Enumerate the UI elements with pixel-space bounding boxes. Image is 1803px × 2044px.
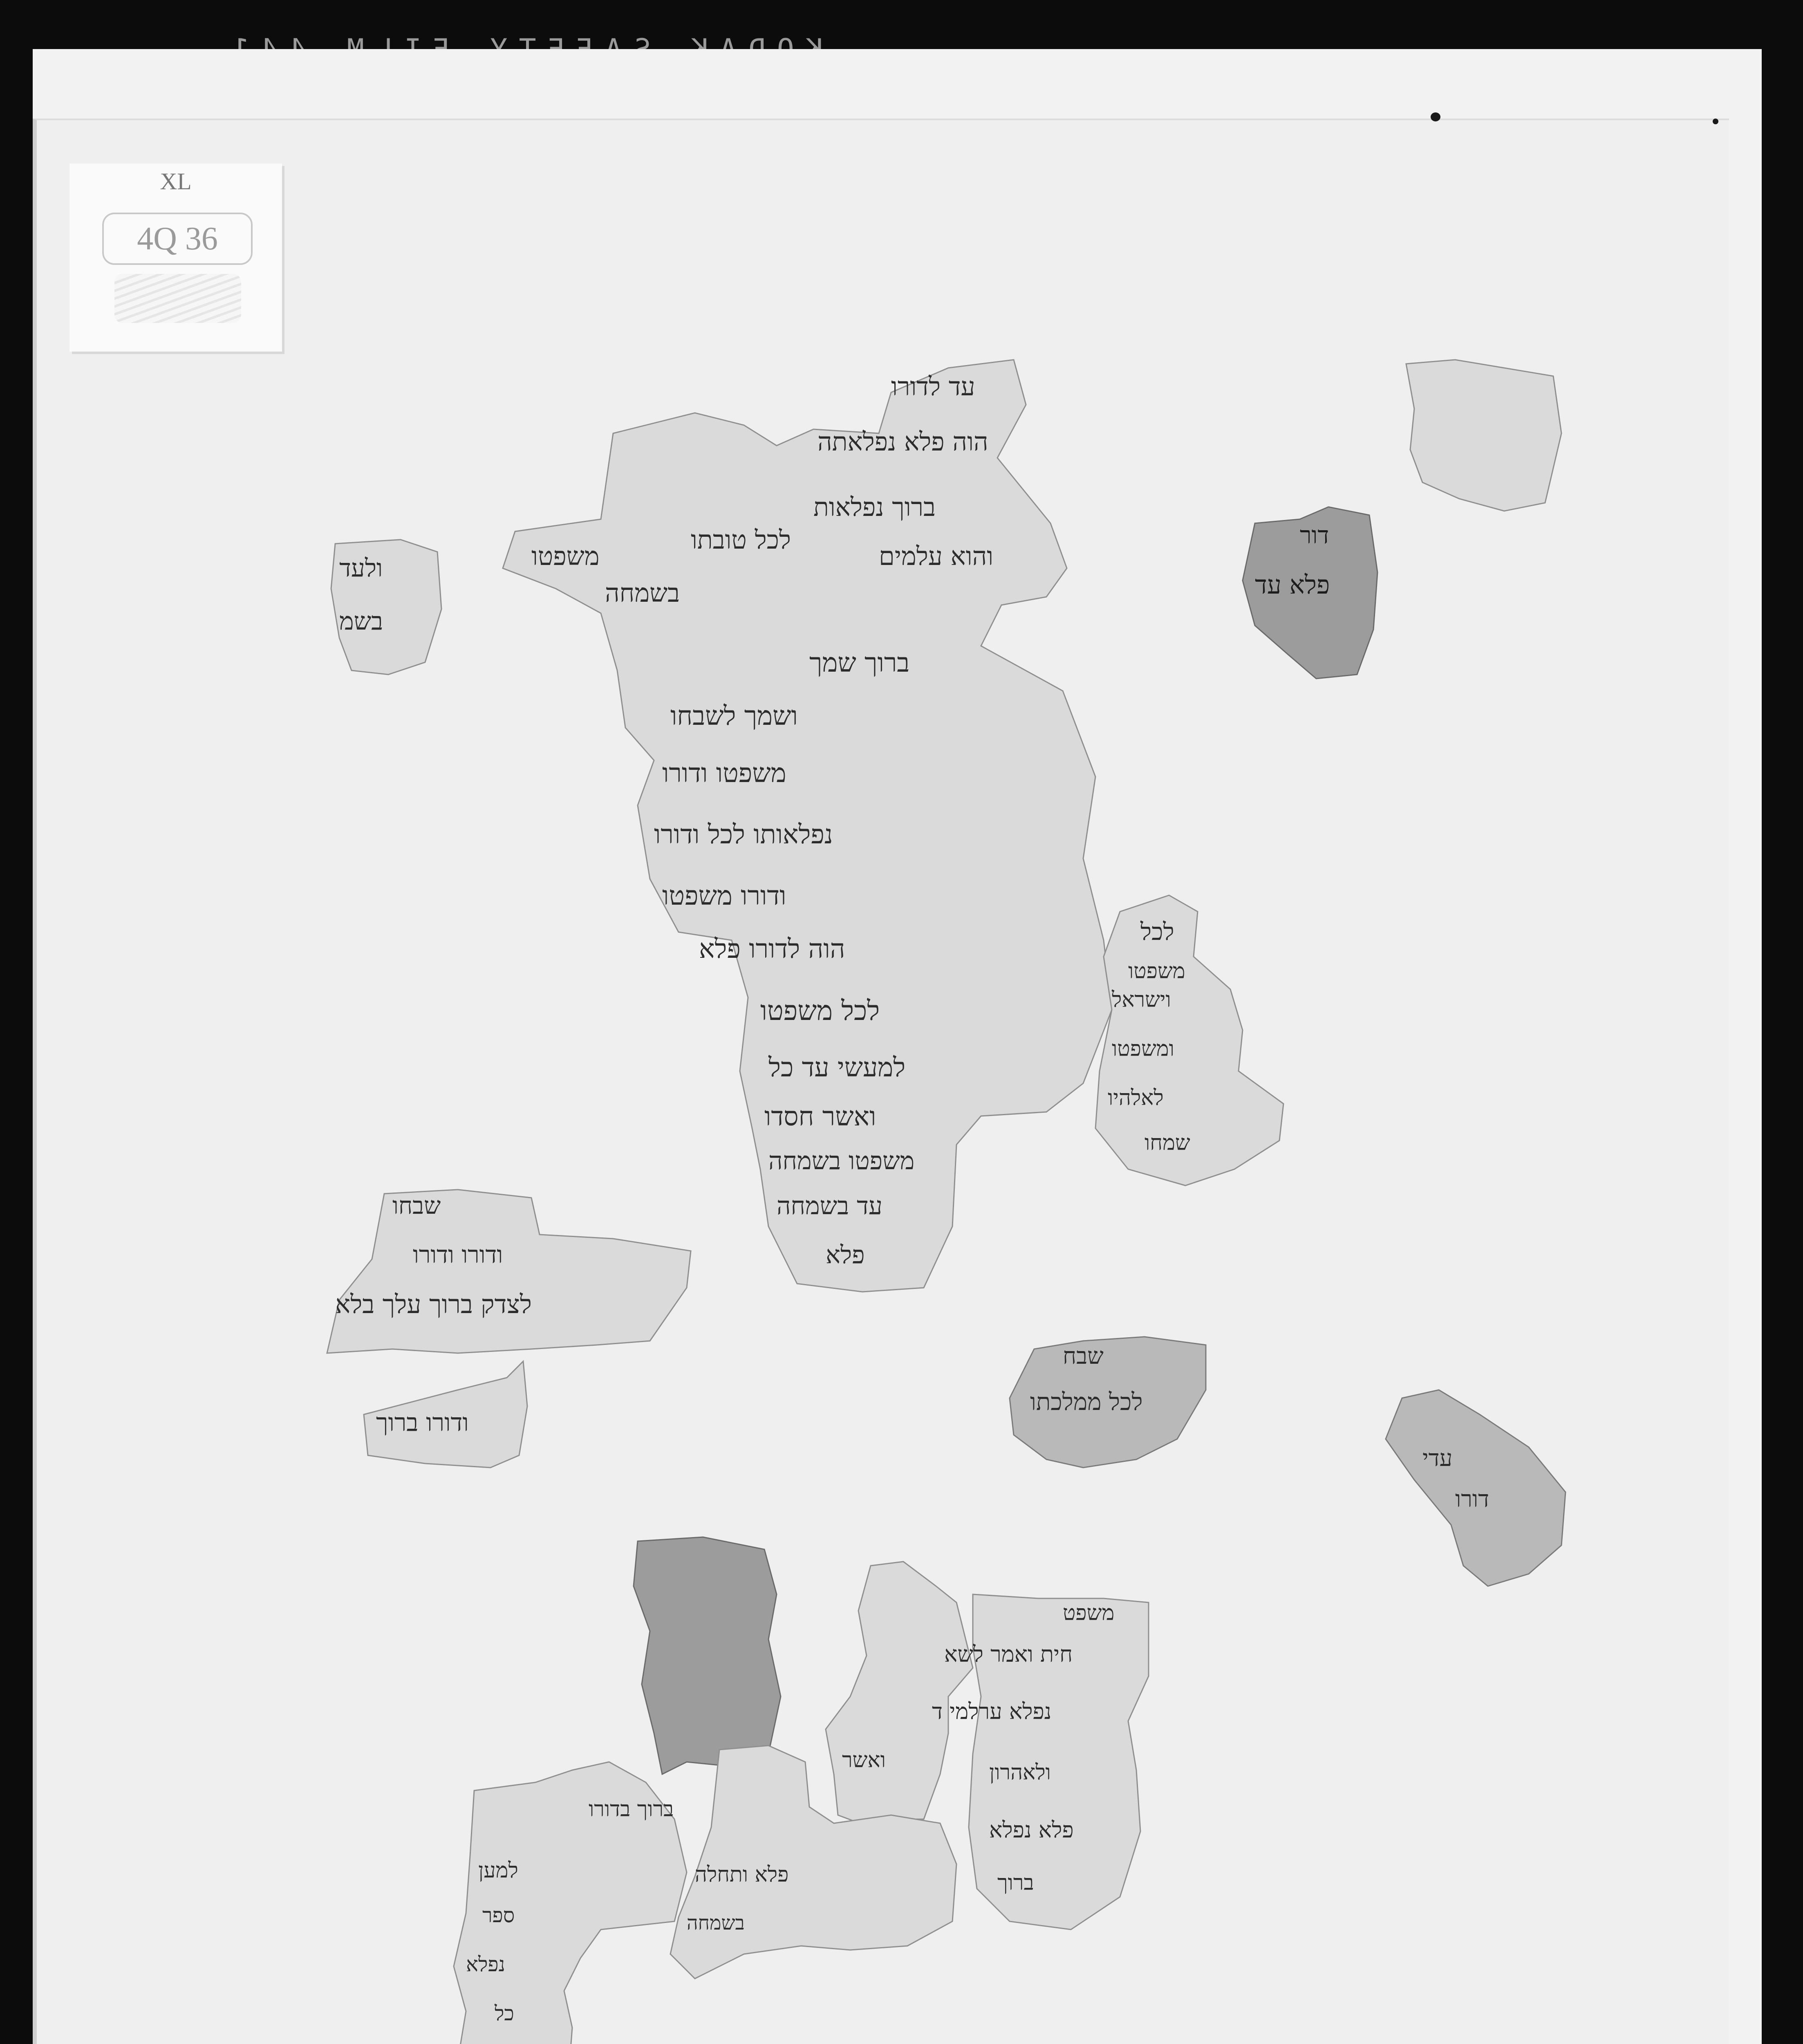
script-line: דור	[1300, 521, 1329, 549]
script-line: לכל	[1140, 918, 1174, 946]
main-fragment-text	[777, 1194, 882, 1218]
bottom-cluster-text	[1063, 1602, 1114, 1624]
script-line: לאלהיו	[1108, 1086, 1164, 1110]
main-fragment-text	[768, 1149, 914, 1173]
script-line: פלא	[826, 1241, 865, 1269]
bottom-cluster-text	[944, 1643, 1073, 1665]
label-inventory-number: 4Q 36	[102, 213, 253, 265]
bottom-cluster-text	[466, 1954, 505, 1975]
script-line: עד בשמחה	[777, 1192, 882, 1220]
script-line: הוה לדורו פלא	[699, 934, 845, 964]
script-line: ספר	[482, 1903, 515, 1927]
script-line: לכל ממלכתו	[1030, 1388, 1143, 1416]
top-left-small-text	[339, 554, 383, 583]
script-line: חית ואמר לשא	[944, 1641, 1073, 1667]
bottom-cluster-text	[482, 1905, 515, 1925]
main-fragment-text	[818, 429, 988, 455]
script-line: בשמחה	[687, 1912, 745, 1934]
script-line: נפלאותו לכל ודורו	[654, 820, 833, 850]
script-line: והוא עלמים	[879, 541, 994, 571]
script-line: משפטו בשמחה	[768, 1147, 915, 1175]
script-line: פלא עד	[1255, 570, 1330, 600]
fragment-middle-left	[327, 1190, 691, 1353]
script-line: משפטו	[1128, 959, 1185, 984]
script-line: ברוך	[997, 1871, 1034, 1895]
main-fragment-text	[662, 883, 786, 909]
top-left-small-text	[339, 609, 383, 634]
script-line: לכל טובתו	[691, 525, 791, 555]
middle-left-small-text	[376, 1410, 469, 1435]
script-line: כל	[495, 2001, 514, 2025]
main-fragment-text	[879, 541, 994, 571]
main-fragment-text	[826, 1243, 865, 1267]
script-line: ברוך בדורו	[589, 1797, 674, 1822]
script-line: משפטו	[531, 541, 600, 571]
script-line: ודורו ברוך	[376, 1408, 469, 1437]
bottom-cluster-text	[495, 2003, 514, 2024]
middle-right-dark-text	[1030, 1390, 1143, 1414]
script-line: עדי	[1422, 1445, 1453, 1472]
right-strip-text	[1108, 1087, 1164, 1109]
bottom-cluster-text	[589, 1799, 674, 1820]
fragment-top-right	[1406, 360, 1561, 511]
script-line: ומשפטו	[1112, 1037, 1174, 1061]
bottom-cluster-text	[989, 1762, 1051, 1783]
bottom-cluster-text	[932, 1701, 1051, 1723]
script-line: למעשי עד כל	[768, 1053, 906, 1083]
main-fragment-text	[760, 997, 880, 1024]
script-line: ברוך נפלאות	[813, 492, 936, 522]
bottom-cluster-text	[989, 1819, 1074, 1841]
bottom-cluster-text	[478, 1860, 518, 1881]
main-fragment-text	[809, 650, 909, 676]
label-top-mark: XL	[160, 168, 192, 195]
bottom-cluster-text	[687, 1913, 745, 1933]
script-line: ואשר	[842, 1748, 886, 1773]
script-line: בשמ	[339, 607, 383, 636]
script-line: נפלא	[466, 1952, 505, 1976]
main-fragment-text	[605, 580, 680, 606]
script-line: ולאהרון	[989, 1760, 1051, 1785]
top-right-dark-text	[1300, 523, 1329, 547]
script-line: בשמחה	[605, 578, 680, 608]
main-fragment-text	[813, 492, 936, 522]
script-line: ושמך לשבחו	[670, 701, 798, 731]
main-fragment-text	[891, 374, 975, 399]
script-line: ולעד	[339, 554, 383, 583]
script-line: לצדק ברוך עלך בלא	[335, 1289, 532, 1319]
top-right-dark-text	[1255, 572, 1330, 598]
right-strip-text	[1112, 989, 1171, 1011]
script-line: עד לדורו	[891, 372, 975, 401]
script-line: פלא ותחלה	[695, 1862, 789, 1887]
script-line: פלא נפלא	[989, 1817, 1074, 1843]
right-strip-text	[1140, 920, 1174, 944]
right-strip-text	[1128, 961, 1185, 982]
main-fragment-text	[670, 703, 798, 729]
middle-left-text	[335, 1289, 532, 1319]
bottom-cluster-text	[842, 1750, 886, 1771]
script-line: לכל משפטו	[760, 995, 880, 1026]
main-fragment-text	[691, 527, 791, 553]
far-right-dark-text	[1422, 1447, 1452, 1470]
fragment-bottom-dark	[634, 1537, 781, 1774]
main-fragment-text	[662, 760, 786, 787]
main-fragment-text	[531, 541, 600, 571]
main-fragment-text	[768, 1055, 905, 1081]
script-line: ודורו ודורו	[413, 1241, 503, 1269]
bottom-cluster-text	[997, 1872, 1034, 1894]
script-line: ברוך שמך	[809, 648, 910, 678]
middle-left-text	[392, 1194, 441, 1217]
main-fragment-text	[654, 822, 833, 848]
main-fragment-text	[699, 936, 845, 962]
script-line: ודורו משפטו	[662, 881, 786, 911]
right-strip-text	[1112, 1038, 1174, 1060]
bottom-cluster-text	[695, 1864, 788, 1885]
script-line: משפטו ודורו	[662, 758, 786, 789]
script-line: דורו	[1455, 1486, 1489, 1513]
script-line: שבח	[1063, 1343, 1104, 1369]
script-line: הוה פלא נפלאתה	[818, 427, 988, 457]
script-line: ואשר חסדו	[764, 1102, 876, 1132]
script-line: שבחו	[392, 1192, 441, 1219]
script-line: למען	[478, 1858, 518, 1883]
right-strip-text	[1145, 1132, 1190, 1154]
fragment-bottom-center	[826, 1562, 973, 1827]
main-fragment-text	[764, 1104, 876, 1130]
script-line: וישראל	[1112, 988, 1171, 1012]
middle-left-text	[413, 1241, 503, 1269]
script-line: משפט	[1063, 1601, 1115, 1625]
script-line: נפלא ערלמי ד	[932, 1699, 1052, 1724]
far-right-dark-text	[1455, 1488, 1489, 1511]
middle-right-dark-text	[1063, 1345, 1104, 1368]
script-line: שמחו	[1145, 1131, 1190, 1155]
